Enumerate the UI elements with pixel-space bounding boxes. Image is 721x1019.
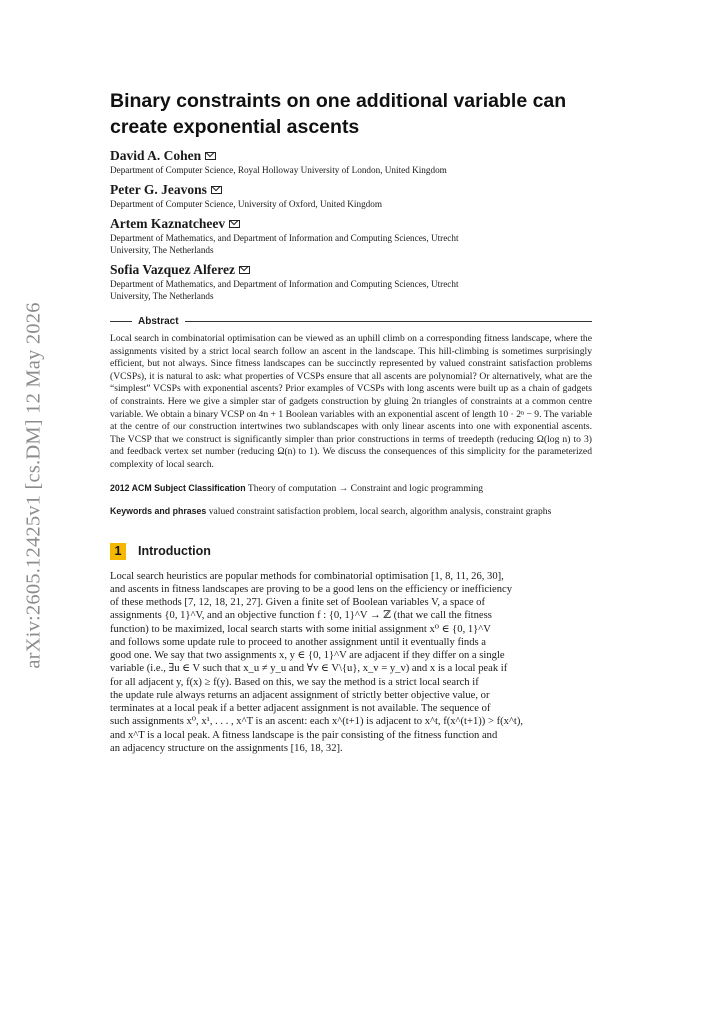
intro-paragraph: [110, 570, 592, 756]
author-block: [110, 262, 592, 302]
intro-line: function) to be maximized, local search starts with some initial assignment x⁰ ∈ {0, 1}^V: [110, 623, 491, 635]
section-heading: [110, 543, 592, 560]
acm-classification: [110, 482, 592, 496]
author-name: Artem Kaznatcheev: [110, 216, 226, 231]
author-affiliation: Department of Mathematics, and Department of Information and Computing Sciences, Utrecht: [110, 279, 459, 289]
abstract-rule-left: [110, 321, 132, 322]
section-title: Introduction: [138, 544, 211, 559]
intro-line: assignments {0, 1}^V, and an objective function f : {0, 1}^V → ℤ (that we call the fitness: [110, 610, 492, 622]
title-line-1: Binary constraints on one additional variable can: [110, 90, 567, 112]
paper-page: [110, 88, 592, 755]
intro-line: Local search heuristics are popular methods for combinatorial optimisation [1, 8, 11, 26, 30],: [110, 570, 504, 582]
acm-text: Theory of computation → Constraint and logic programming: [247, 482, 484, 494]
keywords: [110, 505, 592, 519]
keywords-text: valued constraint satisfaction problem, local search, algorithm analysis, constraint graphs: [208, 506, 552, 518]
email-icon[interactable]: [205, 152, 216, 160]
author-affiliation: Department of Computer Science, University of Oxford, United Kingdom: [110, 199, 382, 209]
author-affiliation-cont: University, The Netherlands: [110, 291, 214, 301]
author-affiliation-cont: University, The Netherlands: [110, 245, 214, 255]
arxiv-stamp: [8, 295, 60, 675]
intro-line: of these methods [7, 12, 18, 21, 27]. Given a finite set of Boolean variables V, a space of: [110, 597, 486, 609]
author-name: Sofia Vazquez Alferez: [110, 262, 235, 277]
title-line-2: create exponential ascents: [110, 116, 360, 138]
section-number: 1: [110, 543, 126, 560]
email-icon[interactable]: [211, 186, 222, 194]
intro-line: such assignments x⁰, x¹, . . . , x^T is an ascent: each x^(t+1) is adjacent to x^t, f(x^(t+1)) > f(x^t),: [110, 716, 524, 728]
author-name: David A. Cohen: [110, 148, 202, 163]
intro-line: and x^T is a local peak. A fitness landscape is the pair consisting of the fitness function and: [110, 729, 498, 741]
paper-title: [110, 88, 592, 140]
intro-line: variable (i.e., ∃u ∈ V such that x_u ≠ y_u and ∀v ∈ V\{u}, x_v = y_v) and x is a local peak if: [110, 663, 508, 675]
keywords-label: Keywords and phrases: [110, 506, 207, 517]
acm-label: 2012 ACM Subject Classification: [110, 482, 246, 493]
intro-line: good one. We say that two assignments x, y ∈ {0, 1}^V are adjacent if they differ on a single: [110, 650, 505, 662]
email-icon[interactable]: [229, 220, 240, 228]
intro-line: and follows some update rule to proceed to another assignment until it eventually finds a: [110, 636, 486, 648]
arxiv-stamp-text: arXiv:2605.12425v1 [cs.DM] 12 May 2026: [22, 301, 45, 669]
abstract-rule-right: [185, 321, 592, 322]
author-block: [110, 216, 592, 256]
intro-line: an adjacency structure on the assignments [16, 18, 32].: [110, 742, 343, 754]
intro-line: the update rule always returns an adjacent assignment of strictly better objective value, or: [110, 689, 490, 701]
email-icon[interactable]: [239, 266, 250, 274]
abstract-text: Local search in combinatorial optimisation can be viewed as an uphill climb on a corresponding fitness landscape, where the assignments visited by a strict local search follow an ascent in the landscape. This hill-climbing is sometimes surprisingly efficient, but not always. Since fitness landscapes can be succinctly represented by valued constraint satisfaction problems (VCSPs), it is natural to ask: what properties of VCSPs ensure that all ascents are polynomial? Or alternatively, what are the “simplest” VCSPs with exponential ascents? Prior examples of VCSPs with long ascents were built up as a chain of gadgets of constraints. Here we give a simpler star of gadgets construction by gluing 2n triangles of constraints at a common centre variable. We obtain a binary VCSP on 4n + 1 Boolean variables with an exponential ascent of length 10 · 2ⁿ − 9. The variable at the centre of our construction intertwines two sublandscapes with only linear ascents into one with exponential ascents. The VCSP that we construct is significantly simpler than prior constructions in terms of treedepth (reducing Ω(log n) to 3) and feedback vertex set number (reducing Ω(n) to 1). We discuss the consequences of this simplicity for the parameterized complexity of local search.: [110, 333, 592, 470]
abstract-heading: Abstract: [138, 316, 179, 327]
author-block: [110, 182, 592, 210]
intro-line: for all adjacent y, f(x) ≥ f(y). Based on this, we say the method is a strict local search if: [110, 676, 479, 688]
author-affiliation: Department of Mathematics, and Department of Information and Computing Sciences, Utrecht: [110, 233, 459, 243]
intro-line: terminates at a local peak if a better adjacent assignment is not available. The sequence of: [110, 703, 491, 715]
intro-line: and ascents in fitness landscapes are proving to be a good lens on the efficiency or inefficiency: [110, 583, 513, 595]
author-affiliation: Department of Computer Science, Royal Holloway University of London, United Kingdom: [110, 165, 447, 175]
author-block: [110, 148, 592, 176]
abstract-header: [110, 316, 592, 327]
author-name: Peter G. Jeavons: [110, 182, 207, 197]
